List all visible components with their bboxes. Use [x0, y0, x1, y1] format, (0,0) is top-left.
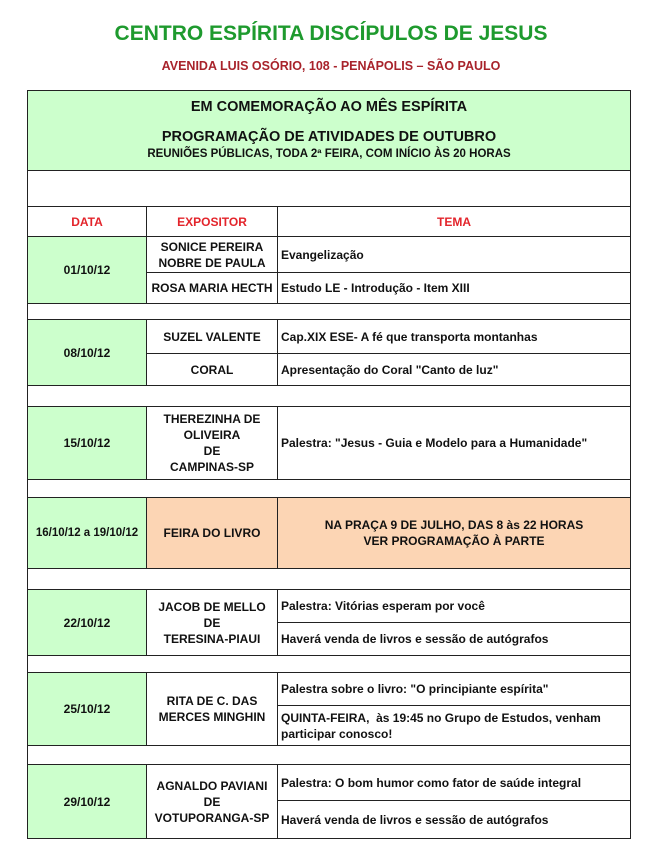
speaker-cell	[147, 273, 278, 304]
header-date: DATA	[28, 207, 147, 237]
table-row	[28, 237, 631, 273]
speaker-line: RITA DE C. DAS	[166, 694, 258, 708]
speaker-cell	[147, 590, 278, 656]
speaker-line: DE	[203, 615, 221, 630]
speaker-line: CAMPINAS-SP	[169, 460, 254, 474]
theme-line: QUINTA-FEIRA, às 19:45 no Grupo de Estudos, venham	[281, 710, 601, 725]
speaker-line: ROSA MARIA HECTH	[151, 281, 273, 295]
speaker-cell	[147, 765, 278, 839]
speaker-line: FEIRA DO LIVRO	[163, 526, 261, 540]
date-cell: 22/10/12	[28, 590, 147, 656]
theme-line: Estudo LE - Introdução - Item XIII	[281, 281, 470, 295]
theme-cell	[278, 407, 631, 480]
speaker-line: JACOB DE MELLO	[158, 599, 266, 614]
theme-cell	[278, 765, 631, 801]
header-speaker: EXPOSITOR	[147, 207, 278, 237]
speaker-line: DE	[203, 794, 221, 809]
spacer-row	[28, 569, 631, 590]
page-title: CENTRO ESPÍRITA DISCÍPULOS DE JESUS	[114, 22, 548, 45]
theme-cell	[278, 320, 631, 354]
column-header-row	[28, 207, 631, 237]
spacer-row	[28, 304, 631, 320]
speaker-line: VOTUPORANGA-SP	[154, 810, 270, 825]
table-row	[28, 320, 631, 354]
table-row	[28, 407, 631, 480]
speaker-cell	[147, 354, 278, 386]
theme-line: Palestra sobre o livro: "O principiante espírita"	[281, 682, 549, 696]
theme-line: VER PROGRAMAÇÃO À PARTE	[363, 534, 545, 548]
theme-cell	[278, 623, 631, 656]
speaker-line: CORAL	[190, 362, 234, 377]
banner-line-1: EM COMEMORAÇÃO AO MÊS ESPÍRITA	[190, 98, 468, 115]
date-cell: 16/10/12 a 19/10/12	[28, 498, 147, 569]
speaker-line: SONICE PEREIRA	[160, 239, 264, 254]
date-cell: 25/10/12	[28, 673, 147, 746]
speaker-line: THEREZINHA DE	[163, 412, 261, 426]
spacer-row	[28, 171, 631, 207]
theme-cell	[278, 706, 631, 746]
date-cell: 08/10/12	[28, 320, 147, 386]
table-row	[28, 498, 631, 569]
speaker-line: DE	[203, 444, 221, 458]
speaker-cell	[147, 237, 278, 273]
banner-line-2: PROGRAMAÇÃO DE ATIVIDADES DE OUTUBRO	[161, 128, 497, 145]
spacer-row	[28, 656, 631, 673]
theme-line: Palestra: O bom humor como fator de saúde integral	[281, 775, 582, 790]
banner-line-3: REUNIÕES PÚBLICAS, TODA 2ª FEIRA, COM INÍCIO ÀS 20 HORAS	[147, 147, 511, 160]
header-theme: TEMA	[278, 207, 631, 237]
date-cell: 15/10/12	[28, 407, 147, 480]
theme-line: Palestra: "Jesus - Guia e Modelo para a Humanidade"	[281, 436, 588, 450]
address-line: AVENIDA LUIS OSÓRIO, 108 - PENÁPOLIS – SÃO PAULO	[161, 59, 501, 73]
banner-row	[28, 91, 631, 171]
theme-cell	[278, 273, 631, 304]
table-row	[28, 765, 631, 801]
spacer-row	[28, 480, 631, 498]
theme-line: Haverá venda de livros e sessão de autógrafos	[281, 632, 549, 646]
theme-cell	[278, 498, 631, 569]
table-row	[28, 590, 631, 623]
speaker-cell	[147, 673, 278, 746]
spacer-row	[28, 386, 631, 407]
speaker-line: AGNALDO PAVIANI	[156, 778, 268, 793]
theme-line: Apresentação do Coral "Canto de luz"	[281, 362, 499, 377]
banner-cell	[28, 91, 631, 171]
speaker-line: NOBRE DE PAULA	[158, 255, 266, 270]
theme-cell	[278, 590, 631, 623]
speaker-line: SUZEL VALENTE	[163, 329, 261, 344]
theme-cell	[278, 801, 631, 839]
theme-line: Palestra: Vitórias esperam por você	[281, 599, 485, 613]
schedule-table	[27, 90, 631, 839]
theme-cell	[278, 354, 631, 386]
theme-line: participar conosco!	[281, 726, 393, 741]
speaker-line: MERCES MINGHIN	[158, 710, 266, 724]
table-row	[28, 673, 631, 706]
spacer-row	[28, 746, 631, 765]
theme-cell	[278, 673, 631, 706]
theme-line: Evangelização	[281, 247, 364, 262]
speaker-line: OLIVEIRA	[183, 428, 241, 442]
theme-line: NA PRAÇA 9 DE JULHO, DAS 8 às 22 HORAS	[324, 518, 584, 532]
speaker-line: TERESINA-PIAUI	[163, 631, 261, 646]
theme-line: Cap.XIX ESE- A fé que transporta montanhas	[281, 329, 538, 344]
theme-line: Haverá venda de livros e sessão de autógrafos	[281, 812, 549, 827]
speaker-cell	[147, 407, 278, 480]
speaker-cell	[147, 498, 278, 569]
theme-cell	[278, 237, 631, 273]
date-cell: 01/10/12	[28, 237, 147, 304]
speaker-cell	[147, 320, 278, 354]
date-cell: 29/10/12	[28, 765, 147, 839]
